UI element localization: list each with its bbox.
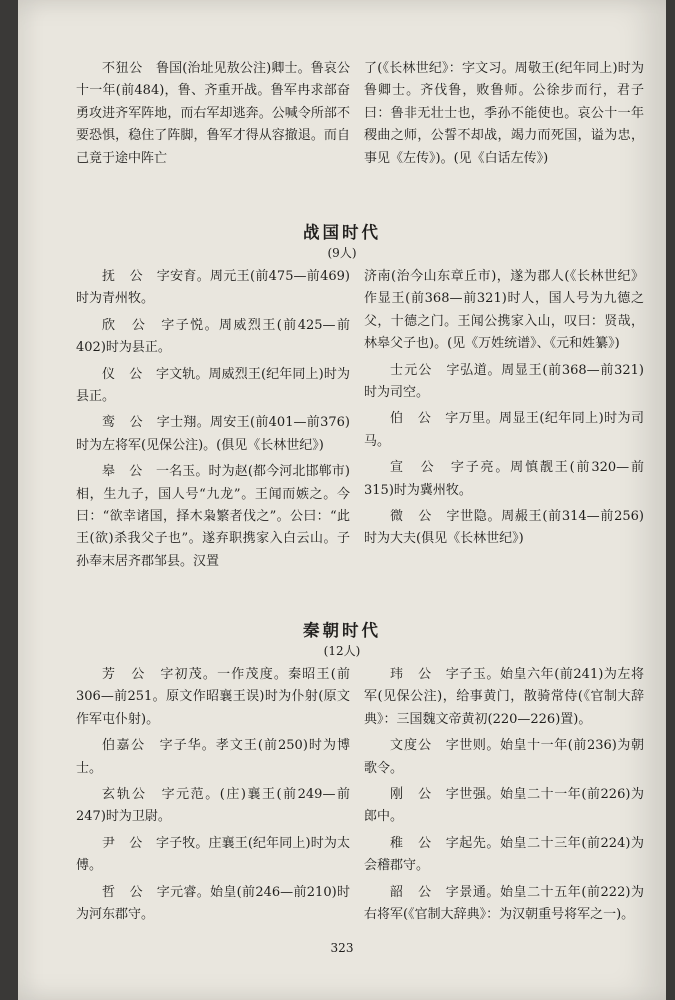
book-page: [18, 0, 666, 1000]
entry-text: 字士翔。周安王(前401—前376)时为左将军(见保公注)。(俱见《长林世纪》): [76, 415, 350, 453]
entry-text: 字起先。始皇二十三年(前224)为会稽郡守。: [364, 835, 644, 874]
entry-text: 字景通。始皇二十五年(前222)为右将军(《官制大辞典》：为汉朝重号将军之一)。: [364, 884, 644, 923]
entry: [364, 664, 644, 731]
entry-text: 字世强。始皇二十一年(前226)为郎中。: [364, 787, 644, 825]
section-right-column: [364, 664, 644, 930]
entry-text: 字子玉。始皇六年(前241)为左将军(见保公注)，给事黄门，散骑常侍(《官制大辞典》：三国魏文帝黄初(220—226)置)。: [364, 667, 644, 727]
entry: [364, 506, 644, 551]
entry: [364, 360, 644, 405]
entry-name: 尹 公: [102, 835, 143, 851]
entry: [76, 412, 350, 457]
section-left-column: [76, 664, 350, 930]
entry: [76, 461, 350, 573]
section-heading: [18, 620, 666, 660]
entry-text: 字世则。始皇十一年(前236)为朝歌令。: [364, 738, 644, 776]
entry-name: 欣 公: [102, 317, 147, 333]
section-title: 秦朝时代: [303, 621, 381, 640]
entry: [364, 833, 644, 878]
entry-name: 芳 公: [102, 667, 147, 682]
section-count: (9人): [327, 246, 357, 260]
entry-text: 鲁国(治址见敖公注)卿士。鲁哀公十一年(前484)，鲁、齐重开战。鲁军冉求部奋勇攻进齐军阵地，而右军却逃奔。公喊令所部不要恐惧，稳住了阵脚，鲁军才得从容撤退。而自己竟于途中阵亡: [76, 61, 350, 166]
top-right-column: [364, 58, 644, 174]
entry-name: 文度公: [390, 738, 433, 754]
entry: [364, 408, 644, 453]
entry-text: 济南(治今山东章丘市)，遂为郡人(《长林世纪》作显王(前368—前321)时人，国人号为九德之父，十德之门。王闻公携家入山，叹曰：贤哉，林皋父子也)。(见《万姓统谱》、《元和姓纂》): [364, 269, 644, 352]
entry-text: 字初茂。一作茂度。秦昭王(前306—前251。原文作昭襄王误)时为仆射(原文作军屯仆射)。: [76, 667, 350, 727]
entry: [364, 882, 644, 927]
entry: [76, 784, 350, 829]
section-right-column: [364, 266, 644, 555]
section-left-column: [76, 266, 350, 577]
entry-text: 字元睿。始皇(前246—前210)时为河东郡守。: [76, 884, 350, 923]
entry: [76, 58, 350, 170]
entry-text: 字子悦。周威烈王(前425—前402)时为县正。: [76, 317, 350, 356]
entry-name: 士元公: [390, 362, 433, 378]
entry-text: 字安育。周元王(前475—前469)时为青州牧。: [76, 269, 350, 307]
entry-name: 鸾 公: [102, 415, 144, 431]
entry: [364, 58, 644, 170]
entry-name: 微 公: [390, 509, 433, 525]
entry-name: 仪 公: [102, 366, 143, 382]
entry-text: 了(《长林世纪》：字文习。周敬王(纪年同上)时为鲁卿士。齐伐鲁，败鲁师。公徐步而行，君子曰：鲁非无壮士也，季孙不能使也。哀公十一年稷曲之师，公誓不却战，竭力而死国，谥为忠，事见《左传》)。(见《白话左传》): [364, 61, 644, 166]
entry-name: 稚 公: [390, 835, 433, 851]
entry-text: 字子牧。庄襄王(纪年同上)时为太傅。: [76, 835, 350, 874]
entry: [364, 784, 644, 829]
entry-name: 玮 公: [390, 667, 433, 682]
entry-name: 玄轨公: [102, 787, 148, 803]
section-title: 战国时代: [303, 223, 381, 242]
entry-text: 一名玉。时为赵(都今河北邯郸市)相，生九子，国人号“九龙”。王闻而嫉之。今曰：“欲幸诸国，择木枭繁者伐之”。公曰：“此王(欲)杀我父子也”。遂弃职携家入白云山。子孙奉末居齐郡邹县。汉置: [76, 464, 350, 569]
entry: [76, 364, 350, 409]
entry-name: 不狃公: [102, 61, 143, 76]
entry: [76, 833, 350, 878]
entry: [76, 315, 350, 360]
top-left-column: [76, 58, 350, 174]
section-count: (12人): [323, 644, 361, 658]
entry-name: 皋 公: [102, 464, 143, 480]
entry: [76, 266, 350, 311]
entry: [364, 735, 644, 780]
entry-name: 韶 公: [390, 884, 433, 900]
entry-name: 伯 公: [390, 411, 432, 427]
entry-text: 字子华。孝文王(前250)时为博士。: [76, 738, 350, 776]
entry-name: 哲 公: [102, 884, 144, 900]
page-number: 323: [330, 941, 354, 955]
entry-text: 字世隐。周赧王(前314—前256)时为大夫(俱见《长林世纪》): [364, 509, 644, 547]
entry-text: 字文轨。周威烈王(纪年同上)时为县正。: [76, 366, 350, 405]
entry-name: 抚 公: [102, 269, 144, 284]
entry-text: 字弘道。周显王(前368—前321)时为司空。: [364, 362, 644, 401]
entry-text: 字子亮。周慎靓王(前320—前315)时为冀州牧。: [364, 460, 644, 498]
section-heading: [18, 222, 666, 262]
entry-name: 宣 公: [390, 460, 437, 476]
entry: [364, 457, 644, 502]
entry-name: 伯嘉公: [102, 738, 146, 754]
entry: [364, 266, 644, 356]
entry-text: 字元范。(庄)襄王(前249—前247)时为卫尉。: [76, 787, 350, 825]
entry-name: 刚 公: [390, 787, 433, 803]
entry-text: 字万里。周显王(纪年同上)时为司马。: [364, 411, 644, 449]
entry: [76, 664, 350, 731]
entry: [76, 735, 350, 780]
entry: [76, 882, 350, 927]
